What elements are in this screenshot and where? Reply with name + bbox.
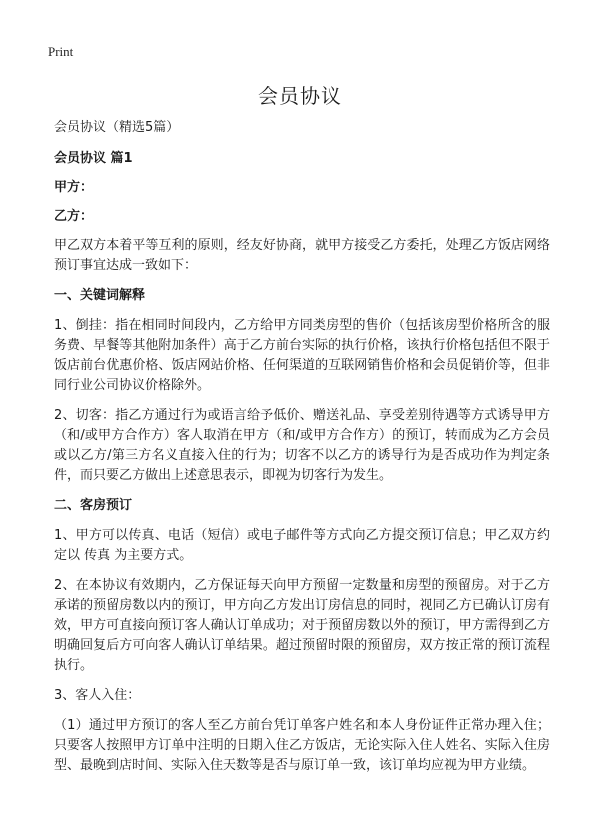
party-a-label: 甲方：	[54, 180, 94, 195]
paragraph-booking-2: 2、在本协议有效期内，乙方保证每天向甲方预留一定数量和房型的预留房。对于乙方承诺的预留房数以内的预订，甲方向乙方发出订房信息的同时，视同乙方已确认订房有效，甲方可直接向预订客人确认订单成功；对于预留房数以外的预订，甲方需得到乙方明确回复后方可向客人确认订单结果。超过预留时限的预留房，双方按正常的预订流程执行。	[54, 578, 550, 673]
print-link[interactable]: Print	[48, 44, 74, 59]
document-body	[54, 118, 550, 786]
paragraph-booking-3: 3、客人入住：	[54, 688, 141, 703]
paragraph-definition-1: 1、倒挂：指在相同时间段内，乙方给甲方同类房型的售价（包括该房型价格所含的服务费、早餐等其他附加条件）高于乙方前台实际的执行价格，该执行价格包括但不限于饭店前台优惠价格、饭店网站价格、任何渠道的互联网销售价格和会员促销价等，但非同行业公司协议价格除外。	[54, 318, 550, 393]
page-title: 会员协议	[258, 84, 342, 108]
section-heading-booking: 二、客房预订	[54, 498, 133, 513]
party-b-label: 乙方：	[54, 209, 94, 224]
intro-paragraph: 甲乙双方本着平等互利的原则，经友好协商，就甲方接受乙方委托，处理乙方饭店网络预订事宜达成一致如下：	[54, 238, 550, 273]
article-heading: 会员协议 篇1	[54, 151, 133, 166]
document-subtitle: 会员协议（精选5篇）	[54, 120, 180, 135]
paragraph-booking-1: 1、甲方可以传真、电话（短信）或电子邮件等方式向乙方提交预订信息；甲乙双方约定以 传真 为主要方式。	[54, 528, 550, 563]
paragraph-booking-3-sub1: （1）通过甲方预订的客人至乙方前台凭订单客户姓名和本人身份证件正常办理入住；只要客人按照甲方订单中注明的日期入住乙方饭店，无论实际入住人姓名、实际入住房型、最晚到店时间、实际入住天数等是否与原订单一致，该订单均应视为甲方业绩。	[54, 718, 550, 773]
section-heading-keywords: 一、关键词解释	[54, 288, 146, 303]
paragraph-definition-2: 2、切客：指乙方通过行为或语言给予低价、赠送礼品、享受差别待遇等方式诱导甲方（和/或甲方合作方）客人取消在甲方（和/或甲方合作方）的预订，转而成为乙方会员或以乙方/第三方名义直接入住的行为；切客不以乙方的诱导行为是否成功作为判定条件，而只要乙方做出上述意思表示，即视为切客行为发生。	[54, 408, 550, 483]
